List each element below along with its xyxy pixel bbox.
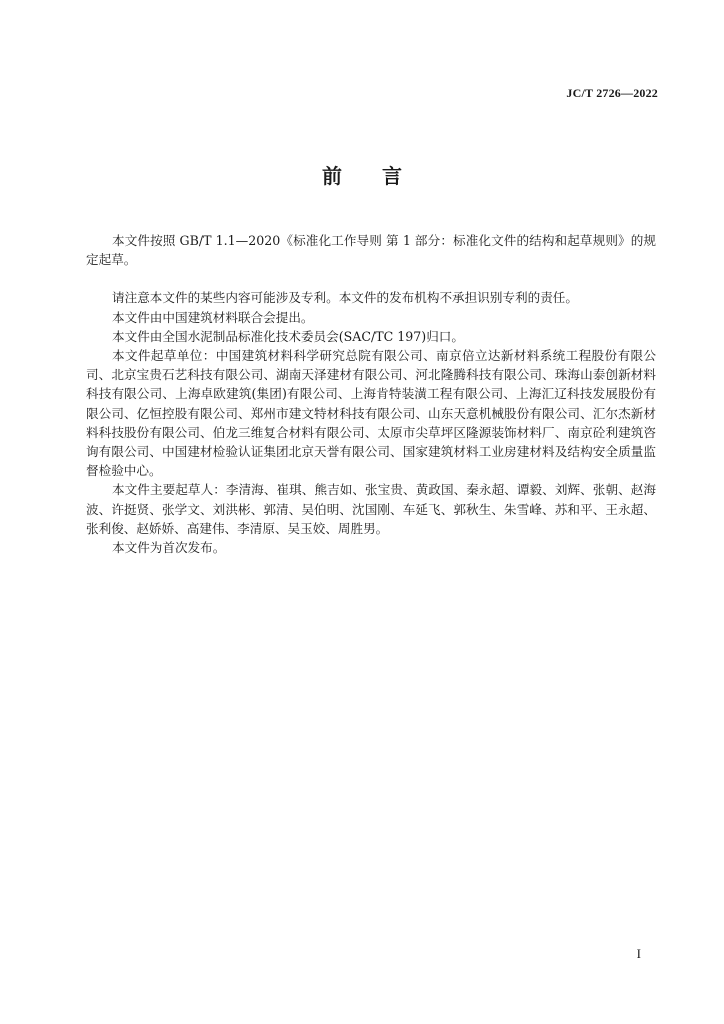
page-number: I	[636, 946, 641, 961]
foreword-body	[86, 231, 656, 557]
paragraph-committee: 本文件由全国水泥制品标准化技术委员会(SAC/TC 197)归口。	[112, 328, 464, 344]
paragraph-drafters: 本文件主要起草人：李清海、崔琪、熊吉如、张宝贵、黄政国、秦永超、谭毅、刘辉、张朝、赵海波、许挺贤、张学文、刘洪彬、郭清、吴伯明、沈国刚、车延飞、郭秋生、朱雪峰、苏和平、王永超、张利俊、赵娇娇、高建伟、李清原、吴玉姣、周胜男。	[86, 482, 656, 536]
page-title: 前言	[322, 164, 442, 188]
paragraph-drafting-units: 本文件起草单位：中国建筑材料科学研究总院有限公司、南京倍立达新材料系统工程股份有限公司、北京宝贵石艺科技有限公司、湖南天泽建材有限公司、河北隆腾科技有限公司、珠海山泰创新材料科技有限公司、上海卓欧建筑(集团)有限公司、上海肯特装潢工程有限公司、上海汇辽科技发展股份有限公司、亿恒控股有限公司、郑州市建文特材科技有限公司、山东天意机械股份有限公司、汇尔杰新材料科技股份有限公司、伯龙三维复合材料有限公司、太原市尖草坪区隆源装饰材料厂、南京砼利建筑咨询有限公司、中国建材检验认证集团北京天誉有限公司、国家建筑材料工业房建材料及结构安全质量监督检验中心。	[86, 348, 656, 479]
paragraph-first-release: 本文件为首次发布。	[112, 540, 226, 556]
paragraph-drafting-rules: 本文件按照 GB/T 1.1—2020《标准化工作导则 第 1 部分：标准化文件的结构和起草规则》的规定起草。	[86, 233, 656, 268]
document-code: JC/T 2726—2022	[566, 86, 658, 100]
paragraph-proposer: 本文件由中国建筑材料联合会提出。	[112, 309, 314, 325]
paragraph-patent-notice: 请注意本文件的某些内容可能涉及专利。本文件的发布机构不承担识别专利的责任。	[112, 290, 578, 306]
